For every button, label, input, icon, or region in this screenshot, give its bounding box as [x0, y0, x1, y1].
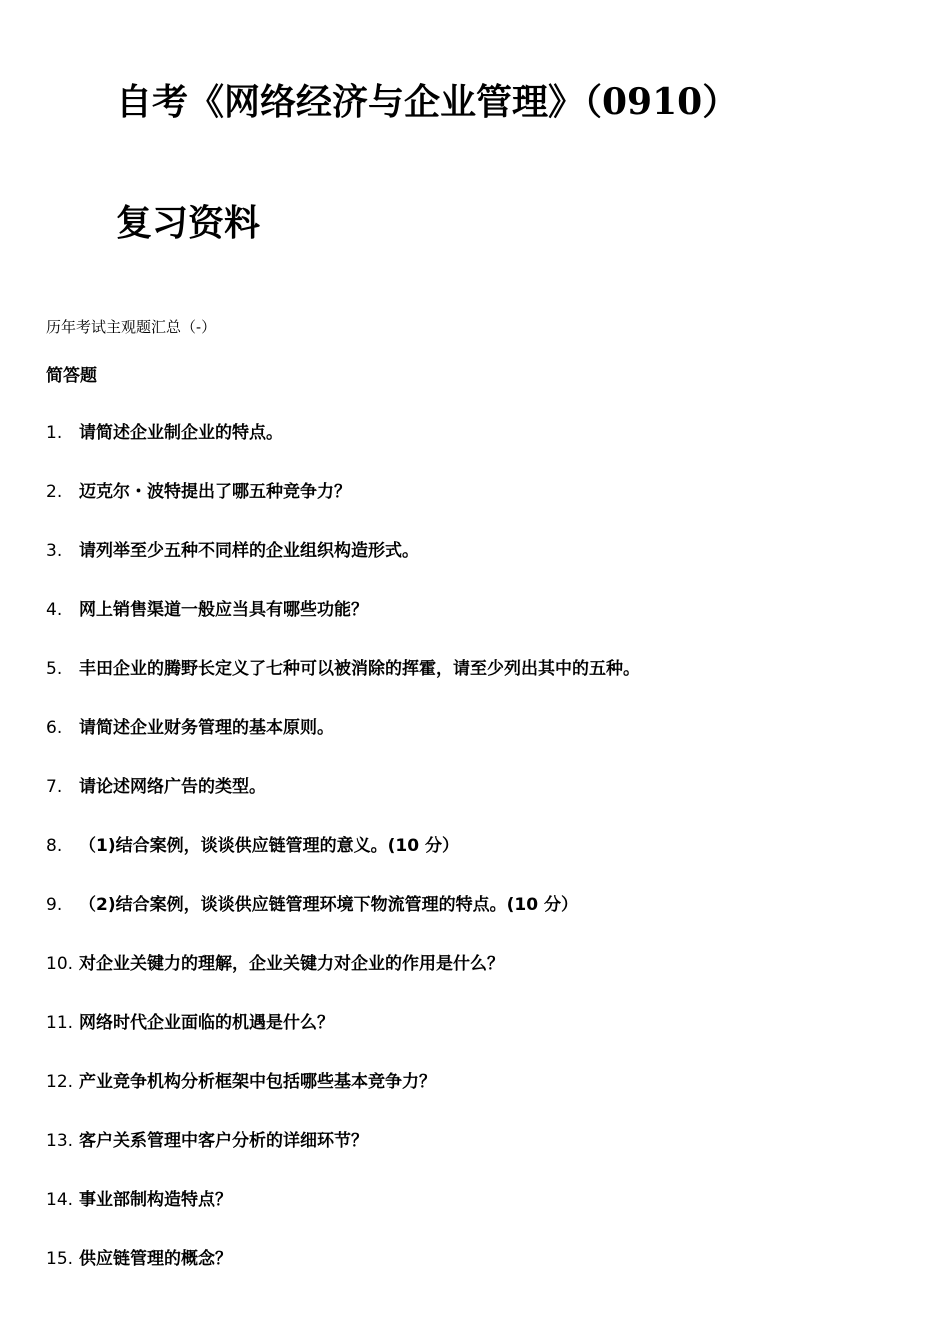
question-number: 8. — [46, 836, 63, 856]
question-item — [46, 834, 640, 893]
question-item — [46, 1011, 640, 1070]
question-text: 丰田企业的腾野长定义了七种可以被消除的挥霍，请至少列出其中的五种。 — [79, 659, 640, 679]
document-title-line-1: 自考《网络经济与企业管理》（0910） — [116, 81, 739, 123]
question-text: 客户关系管理中客户分析的详细环节？ — [79, 1131, 368, 1151]
section-heading: 简答题 — [46, 366, 97, 386]
question-text: 供应链管理的概念？ — [79, 1249, 232, 1269]
question-number: 6. — [46, 718, 63, 738]
question-item — [46, 1070, 640, 1129]
question-number: 10. — [46, 954, 74, 974]
question-item — [46, 657, 640, 716]
question-list — [46, 421, 640, 1306]
question-item — [46, 893, 640, 952]
question-item — [46, 1247, 640, 1306]
question-number: 11. — [46, 1013, 74, 1033]
question-number: 2. — [46, 482, 63, 502]
question-number: 3. — [46, 541, 63, 561]
question-text: 请论述网络广告的类型。 — [79, 777, 266, 797]
question-number: 13. — [46, 1131, 74, 1151]
question-text: 迈克尔・波特提出了哪五种竞争力？ — [79, 482, 351, 502]
question-text: 请列举至少五种不同样的企业组织构造形式。 — [79, 541, 419, 561]
question-text: 网络时代企业面临的机遇是什么？ — [79, 1013, 334, 1033]
question-item — [46, 1129, 640, 1188]
question-item — [46, 539, 640, 598]
question-number: 1. — [46, 423, 63, 443]
question-text: 请简述企业财务管理的基本原则。 — [79, 718, 334, 738]
subtitle: 历年考试主观题汇总（-） — [46, 318, 217, 336]
question-number: 4. — [46, 600, 63, 620]
question-item — [46, 1188, 640, 1247]
question-item — [46, 952, 640, 1011]
question-number: 14. — [46, 1190, 74, 1210]
question-item — [46, 480, 640, 539]
question-number: 15. — [46, 1249, 74, 1269]
question-text: 对企业关键力的理解，企业关键力对企业的作用是什么？ — [79, 954, 504, 974]
question-number: 7. — [46, 777, 63, 797]
question-text: （2)结合案例，谈谈供应链管理环境下物流管理的特点。(10 分） — [79, 895, 578, 915]
document-title-line-2: 复习资料 — [116, 202, 261, 244]
question-item — [46, 598, 640, 657]
question-text: 请简述企业制企业的特点。 — [79, 423, 283, 443]
question-number: 9. — [46, 895, 63, 915]
question-text: 网上销售渠道一般应当具有哪些功能？ — [79, 600, 368, 620]
question-item — [46, 775, 640, 834]
question-text: （1)结合案例，谈谈供应链管理的意义。(10 分） — [79, 836, 459, 856]
question-item — [46, 716, 640, 775]
question-item — [46, 421, 640, 480]
question-number: 5. — [46, 659, 63, 679]
question-number: 12. — [46, 1072, 74, 1092]
question-text: 产业竞争机构分析框架中包括哪些基本竞争力？ — [79, 1072, 436, 1092]
question-text: 事业部制构造特点？ — [79, 1190, 232, 1210]
